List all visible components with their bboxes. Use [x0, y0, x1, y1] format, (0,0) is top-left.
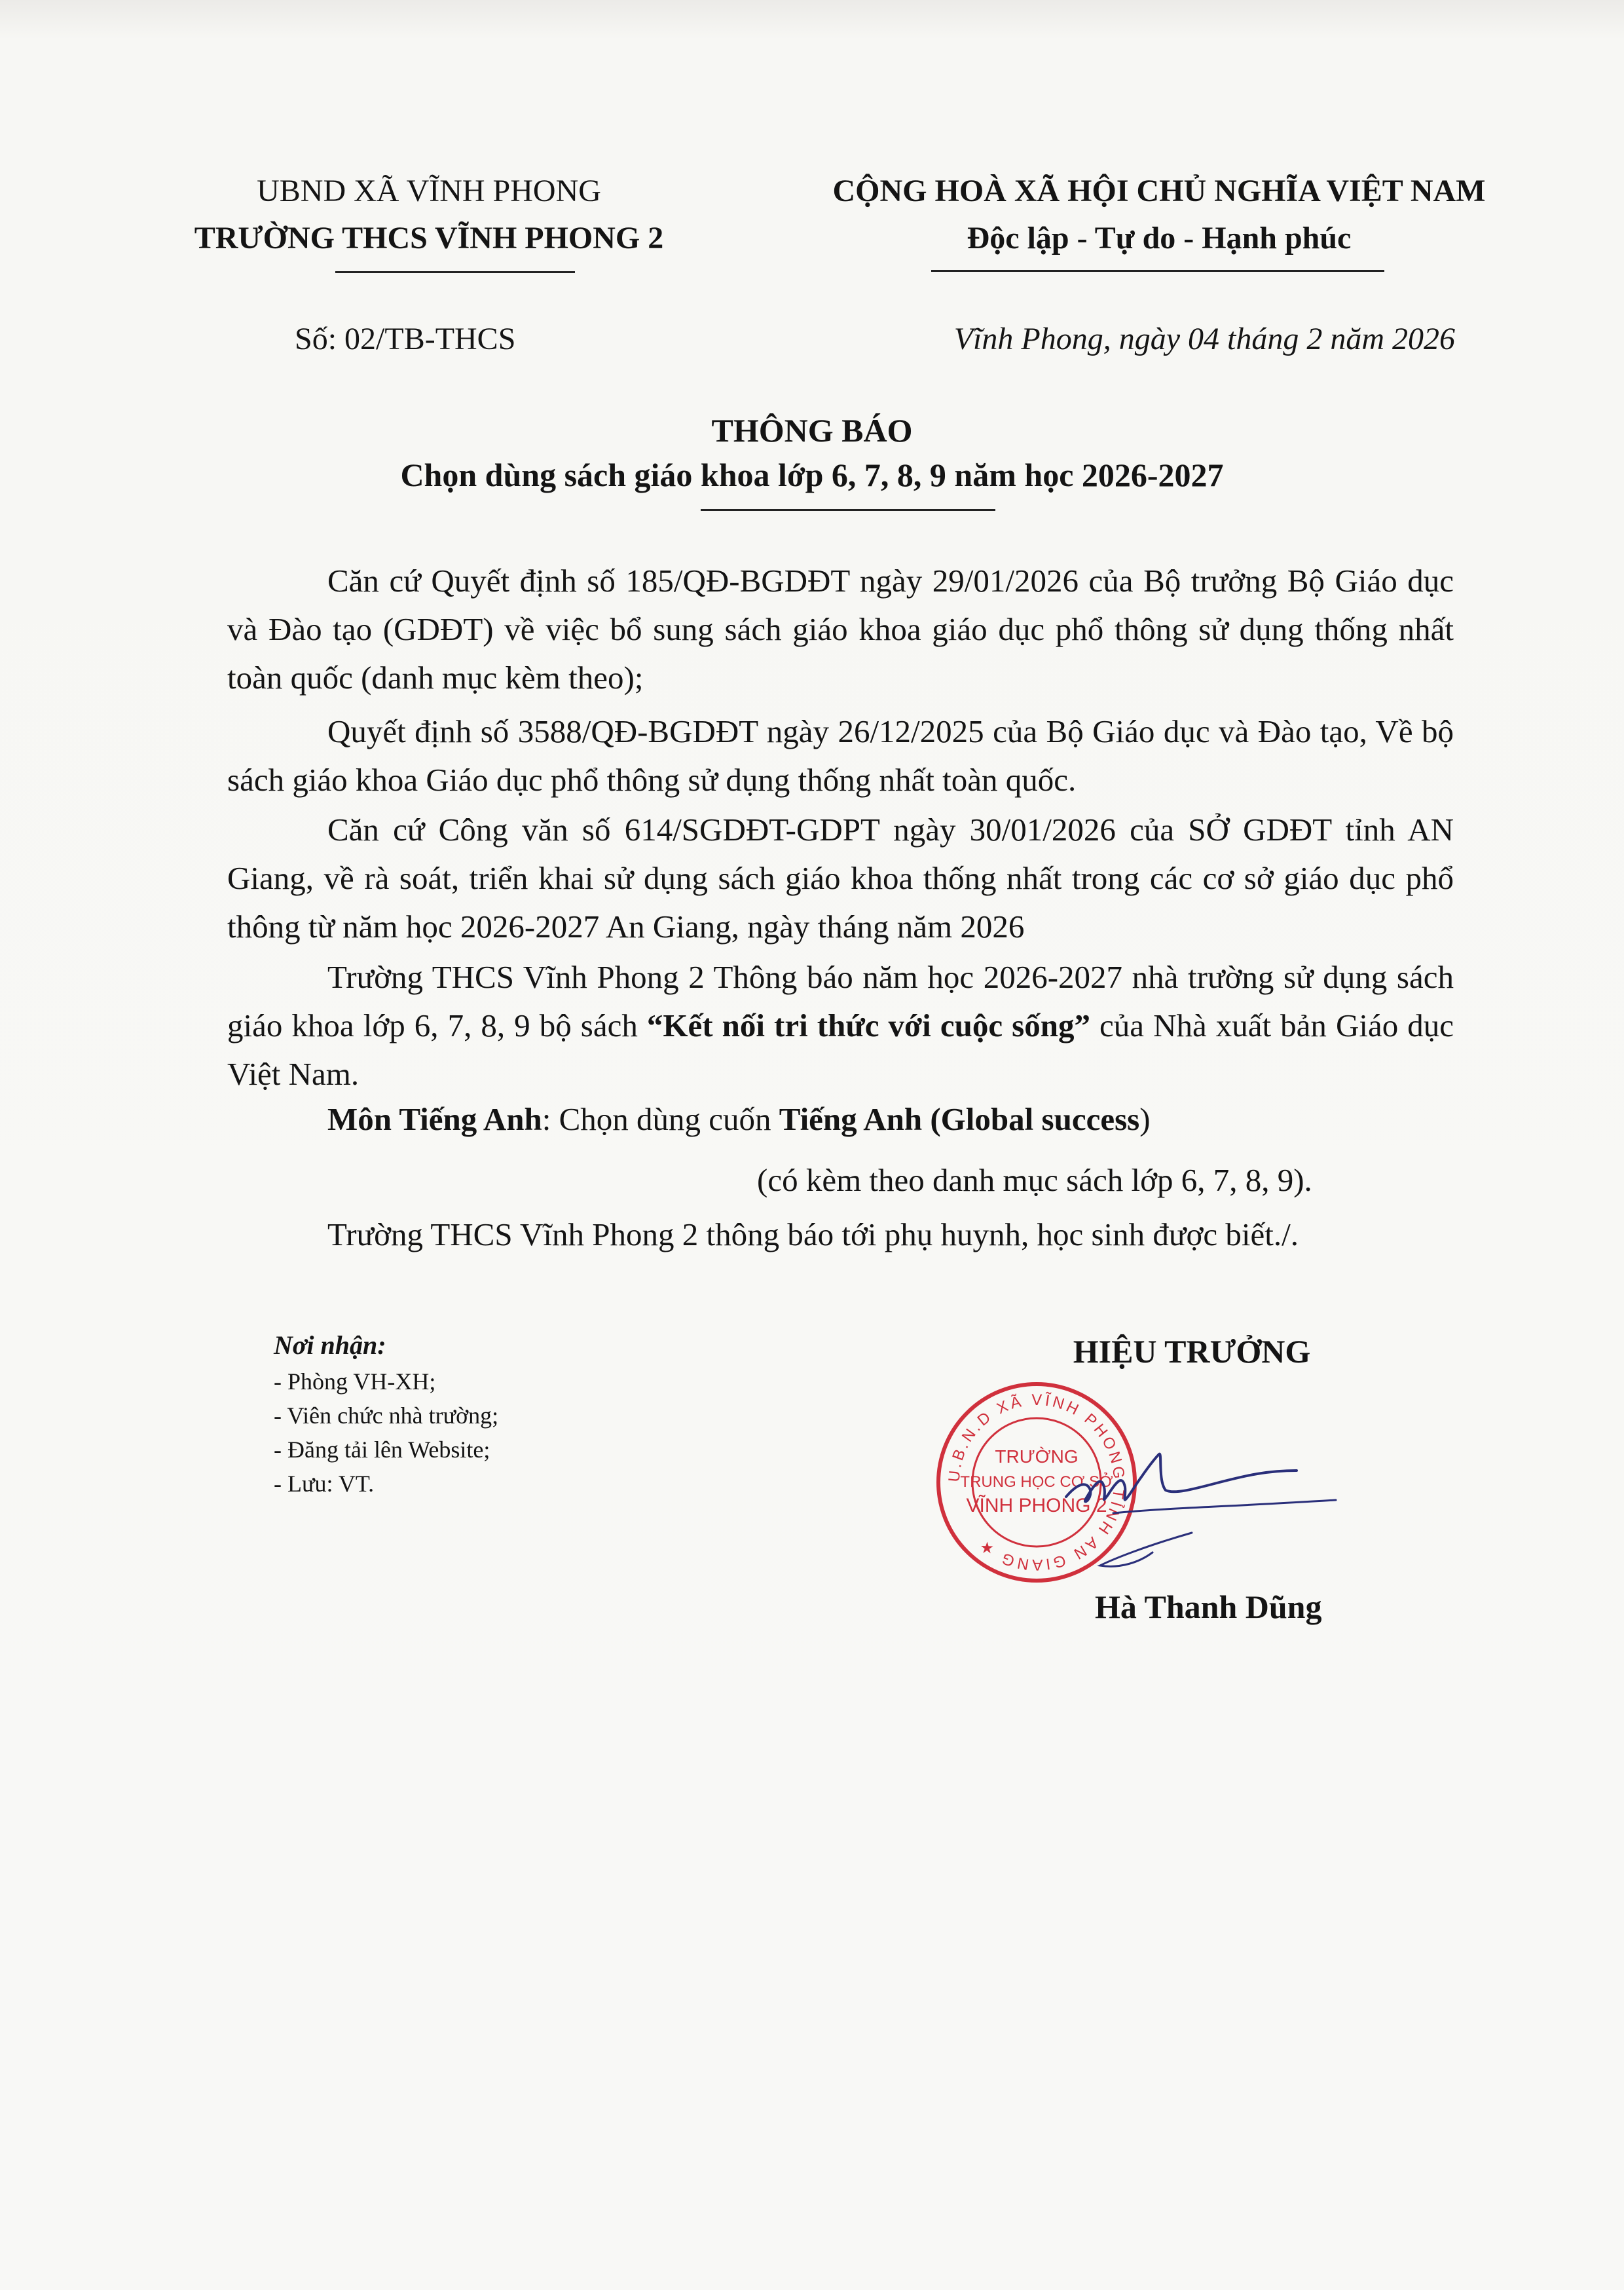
svg-text:TRUNG HỌC CƠ SỞ: TRUNG HỌC CƠ SỞ: [960, 1473, 1113, 1491]
paragraph-1: Căn cứ Quyết định số 185/QĐ-BGDĐT ngày 29/01/2026 của Bộ trưởng Bộ Giáo dục và Đào tạo (GDĐT) về việc bổ sung sách giáo khoa giáo dục phổ thông sử dụng thống nhất toàn quốc (danh mục kèm theo);: [227, 563, 1454, 696]
school-name: TRƯỜNG THCS VĨNH PHONG 2: [194, 221, 664, 255]
paragraph-7: Trường THCS Vĩnh Phong 2 thông báo tới phụ huynh, học sinh được biết./.: [327, 1216, 1299, 1252]
recipient-item: - Viên chức nhà trường;: [274, 1402, 499, 1429]
recipient-item: - Phòng VH-XH;: [274, 1368, 436, 1395]
handwritten-signature: [1061, 1435, 1349, 1585]
book-series-name: “Kết nối tri thức với cuộc sống”: [646, 1007, 1090, 1043]
subject-end: ): [1139, 1101, 1151, 1137]
english-book-name: Tiếng Anh (Global success: [779, 1101, 1140, 1137]
paragraph-2: Quyết định số 3588/QĐ-BGDĐT ngày 26/12/2025 của Bộ Giáo dục và Đào tạo, Về bộ sách giáo khoa Giáo dục phổ thông sử dụng thống nhất toàn quốc.: [227, 713, 1454, 798]
paragraph-4-end: của Nhà xuất bản Giáo dục Việt Nam.: [227, 1007, 1454, 1092]
header-left-rule: [335, 271, 575, 273]
national-title: CỘNG HOÀ XÃ HỘI CHỦ NGHĨA VIỆT NAM: [832, 174, 1486, 208]
paragraph-6: (có kèm theo danh mục sách lớp 6, 7, 8, 9).: [757, 1162, 1312, 1198]
svg-text:U.B.N.D XÃ VĨNH PHONG TỈNH: U.B.N.D XÃ VĨNH PHONG TỈNH AN GIANG ★: [945, 1391, 1128, 1574]
paragraph-4: [227, 953, 1454, 1098]
subject-text: : Chọn dùng cuốn: [542, 1101, 779, 1137]
paragraph-3: Căn cứ Công văn số 614/SGDĐT-GDPT ngày 30/01/2026 của SỞ GDĐT tỉnh AN Giang, về rà soát, triển khai sử dụng sách giáo khoa thống nhất trong các cơ sở giáo dục phổ thông từ năm học 2026-2027 An Giang, ngày tháng năm 2026: [227, 812, 1454, 945]
header-right-rule: [931, 270, 1384, 272]
svg-text:TRƯỜNG: TRƯỜNG: [995, 1446, 1079, 1467]
title-rule: [701, 509, 995, 511]
recipient-item: - Lưu: VT.: [274, 1471, 375, 1497]
document-subtitle: Chọn dùng sách giáo khoa lớp 6, 7, 8, 9 năm học 2026-2027: [400, 457, 1224, 493]
place-date: Vĩnh Phong, ngày 04 tháng 2 năm 2026: [953, 322, 1455, 356]
document-number: Số: 02/TB-THCS: [295, 322, 516, 356]
svg-text:VĨNH PHONG 2: VĨNH PHONG 2: [966, 1495, 1107, 1516]
signer-title: HIỆU TRƯỞNG: [1073, 1333, 1311, 1370]
national-motto: Độc lập - Tự do - Hạnh phúc: [967, 221, 1352, 255]
recipients-heading: Nơi nhận:: [274, 1330, 386, 1360]
paragraph-4-text: Trường THCS Vĩnh Phong 2 Thông báo năm học 2026-2027 nhà trường sử dụng sách giáo khoa lớp 6, 7, 8, 9 bộ sách: [227, 959, 1454, 1043]
recipient-item: - Đăng tải lên Website;: [274, 1436, 490, 1463]
authority-name: UBND XÃ VĨNH PHONG: [257, 174, 601, 208]
subject-label: Môn Tiếng Anh: [327, 1101, 542, 1137]
signer-name: Hà Thanh Dũng: [1095, 1588, 1322, 1625]
paragraph-5: [227, 1095, 1454, 1144]
document-title: THÔNG BÁO: [711, 412, 913, 449]
